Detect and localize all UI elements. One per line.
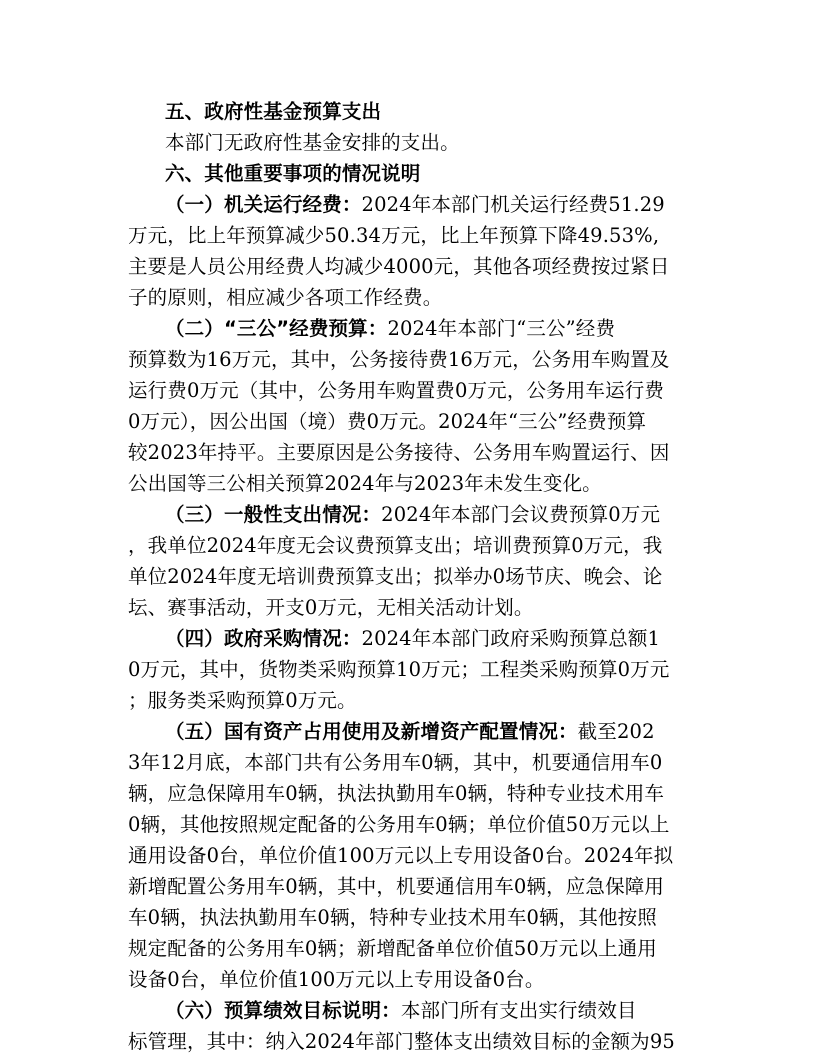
paragraph-3-line-3: 单位2024年度无培训费预算支出；拟举办0场节庆、晚会、论 [128, 565, 663, 588]
paragraph-5-line-4: 0辆，其他按照规定配备的公务用车0辆；单位价值50万元以上 [128, 813, 670, 836]
paragraph-4-line-2: 0万元，其中，货物类采购预算10万元；工程类采购预算0万元 [128, 658, 670, 681]
paragraph-1-line-3: 主要是人员公用经费人均减少4000元，其他各项经费按过紧日 [128, 255, 670, 278]
section-5-body: 本部门无政府性基金安排的支出。 [165, 131, 460, 154]
paragraph-2-line-4: 0万元），因公出国（境）费0万元。2024年“三公”经费预算 [128, 410, 647, 433]
paragraph-1-line-1 [165, 189, 665, 220]
paragraph-2-line-1 [165, 313, 615, 344]
paragraph-5-text: 截至202 [577, 720, 655, 743]
paragraph-4-label: （四）政府采购情况： [165, 627, 362, 650]
paragraph-6-text: 本部门所有支出实行绩效目 [400, 999, 637, 1022]
paragraph-5-line-9: 设备0台，单位价值100万元以上专用设备0台。 [128, 968, 545, 991]
section-6-heading: 六、其他重要事项的情况说明 [165, 162, 421, 185]
paragraph-2-label: （二）“三公”经费预算： [165, 317, 388, 340]
paragraph-5-line-8: 规定配备的公务用车0辆；新增配备单位价值50万元以上通用 [128, 937, 657, 960]
paragraph-2-line-5: 较2023年持平。主要原因是公务接待、公务用车购置运行、因 [128, 441, 670, 464]
paragraph-5-line-1 [165, 716, 655, 747]
paragraph-5-line-6: 新增配置公务用车0辆，其中，机要通信用车0辆，应急保障用 [128, 875, 665, 898]
paragraph-6-label: （六）预算绩效目标说明： [165, 999, 401, 1022]
paragraph-2-line-6: 公出国等三公相关预算2024年与2023年未发生变化。 [128, 472, 602, 495]
paragraph-4-line-1 [165, 623, 660, 654]
paragraph-3-line-4: 坛、赛事活动，开支0万元，无相关活动计划。 [128, 596, 534, 619]
paragraph-2-line-2: 预算数为16万元，其中，公务接待费16万元，公务用车购置及 [128, 348, 670, 371]
section-5-heading: 五、政府性基金预算支出 [165, 100, 382, 123]
paragraph-5-label: （五）国有资产占用使用及新增资产配置情况： [165, 720, 578, 743]
paragraph-1-line-2: 万元，比上年预算减少50.34万元，比上年预算下降49.53%, [128, 224, 660, 247]
paragraph-1-line-4: 子的原则，相应减少各项工作经费。 [128, 286, 443, 309]
paragraph-3-line-1 [165, 499, 660, 530]
paragraph-1-label: （一）机关运行经费： [165, 193, 362, 216]
paragraph-3-label: （三）一般性支出情况： [165, 503, 382, 526]
paragraph-5-line-5: 通用设备0台，单位价值100万元以上专用设备0台。2024年拟 [128, 844, 674, 867]
paragraph-5-line-3: 辆，应急保障用车0辆，执法执勤用车0辆，特种专业技术用车 [128, 782, 665, 805]
paragraph-1-text: 2024年本部门机关运行经费51.29 [361, 193, 665, 216]
paragraph-3-line-2: ，我单位2024年度无会议费预算支出；培训费预算0万元，我 [128, 534, 663, 557]
paragraph-4-line-3: ；服务类采购预算0万元。 [128, 689, 357, 712]
paragraph-2-text: 2024年本部门“三公”经费 [387, 317, 616, 340]
paragraph-5-line-7: 车0辆，执法执勤用车0辆，特种专业技术用车0辆，其他按照 [128, 906, 657, 929]
paragraph-3-text: 2024年本部门会议费预算0万元 [381, 503, 661, 526]
paragraph-6-line-1 [165, 995, 637, 1026]
paragraph-2-line-3: 运行费0万元（其中，公务用车购置费0万元，公务用车运行费 [128, 379, 665, 402]
paragraph-5-line-2: 3年12月底，本部门共有公务用车0辆，其中，机要通信用车0 [128, 751, 663, 774]
paragraph-4-text: 2024年本部门政府采购预算总额1 [361, 627, 661, 650]
paragraph-6-line-2: 标管理，其中：纳入2024年部门整体支出绩效目标的金额为95 [128, 1030, 675, 1053]
